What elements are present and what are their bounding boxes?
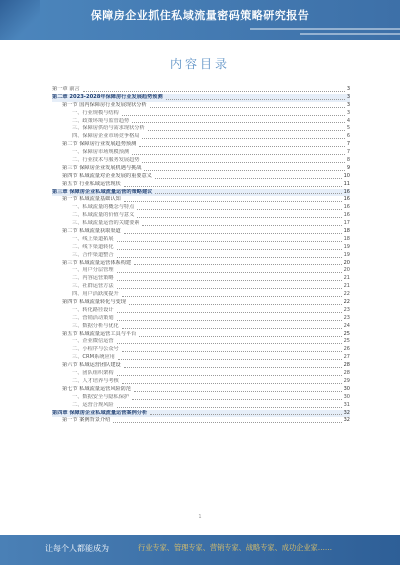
toc-leader-dots	[137, 217, 341, 218]
toc-leader-dots	[150, 414, 341, 415]
toc-leader-dots	[83, 91, 345, 92]
toc-entry-label: 三、社群运营方法	[72, 283, 114, 290]
toc-entry[interactable]	[52, 410, 350, 418]
toc-entry[interactable]	[52, 125, 350, 133]
toc-entry-label: 第六节 私域运营团队建设	[62, 362, 121, 369]
toc-entry-page: 23	[343, 306, 350, 313]
toc-entry[interactable]	[52, 94, 350, 102]
toc-entry-label: 第四节 私域流量对企业发展的重要意义	[62, 172, 152, 179]
toc-leader-dots	[117, 320, 342, 321]
toc-entry-label: 三、私域流量运营的关键要素	[72, 220, 140, 227]
toc-entry-label: 第二节 保障房行业发展趋势预测	[62, 141, 137, 148]
toc-leader-dots	[117, 288, 342, 289]
toc-entry[interactable]	[52, 299, 350, 307]
toc-leader-dots	[132, 399, 342, 400]
toc-entry-page: 6	[346, 133, 350, 140]
toc-entry[interactable]	[52, 236, 350, 244]
toc-entry-page: 7	[346, 141, 350, 148]
toc-entry-label: 第二节 私域流量获取渠道	[62, 228, 121, 235]
toc-entry[interactable]	[52, 181, 350, 189]
toc-entry-page: 20	[343, 267, 350, 274]
page-number: 1	[198, 514, 202, 520]
toc-leader-dots	[117, 343, 342, 344]
toc-leader-dots	[132, 122, 345, 123]
toc-leader-dots	[134, 391, 342, 392]
toc-leader-dots	[117, 407, 342, 408]
toc-leader-dots	[148, 130, 345, 131]
toc-entry-page: 3	[346, 85, 350, 92]
toc-leader-dots	[124, 201, 342, 202]
toc-entry-page: 25	[343, 330, 350, 337]
toc-entry[interactable]	[52, 118, 350, 126]
toc-entry-page: 16	[343, 212, 350, 219]
toc-leader-dots	[137, 209, 341, 210]
toc-entry[interactable]	[52, 275, 350, 283]
footer-roles: 行业专家、管理专家、营销专家、战略专家、成功企业家……	[138, 543, 333, 552]
toc-entry-label: 二、小程序与公众号	[72, 346, 119, 353]
toc-entry-label: 四、用户活跃度提升	[72, 291, 119, 298]
toc-entry-page: 18	[343, 235, 350, 242]
toc-entry[interactable]	[52, 228, 350, 236]
toc-entry-label: 一、私域流量的概念与特点	[72, 204, 135, 211]
toc-entry-label: 二、政策环境与监管趋势	[72, 117, 130, 124]
toc-entry-page: 22	[343, 299, 350, 306]
toc-entry[interactable]	[52, 354, 350, 362]
toc-entry[interactable]	[52, 307, 350, 315]
toc-entry[interactable]	[52, 283, 350, 291]
toc-heading: 内容目录	[169, 57, 230, 71]
toc-entry-label: 第三章 保障房企业私域流量运营的策略建议	[52, 188, 153, 195]
toc-entry-label: 第一节 案例背景介绍	[62, 417, 111, 424]
toc-entry[interactable]	[52, 149, 350, 157]
toc-leader-dots	[117, 375, 342, 376]
toc-leader-dots	[139, 146, 345, 147]
toc-entry-label: 第一章 前言	[52, 85, 80, 92]
toc-entry[interactable]	[52, 157, 350, 165]
toc-entry-label: 二、人才培养与考核	[72, 377, 119, 384]
toc-leader-dots	[142, 225, 341, 226]
toc-entry-page: 11	[343, 180, 350, 187]
toc-entry[interactable]	[52, 362, 350, 370]
toc-entry[interactable]	[52, 267, 350, 275]
toc-entry-label: 第三节 保障房企业发展机遇与挑战	[62, 164, 142, 171]
toc-entry[interactable]	[52, 196, 350, 204]
toc-leader-dots	[122, 383, 342, 384]
toc-entry-page: 29	[343, 377, 350, 384]
toc-entry-label: 三、CRM系统应用	[72, 354, 115, 361]
toc-entry-page: 4	[346, 117, 350, 124]
toc-entry[interactable]	[52, 244, 350, 252]
toc-entry-label: 二、线下渠道转化	[72, 243, 114, 250]
toc-entry-page: 30	[343, 385, 350, 392]
toc-entry-page: 18	[343, 228, 350, 235]
toc-leader-dots	[142, 138, 344, 139]
toc-entry-label: 第四节 私域流量转化与变现	[62, 299, 126, 306]
toc-entry[interactable]	[52, 141, 350, 149]
toc-entry[interactable]	[52, 339, 350, 347]
header-stripe	[250, 28, 400, 30]
toc-entry[interactable]	[52, 102, 350, 110]
toc-entry-page: 21	[343, 283, 350, 290]
toc-entry-page: 16	[343, 188, 350, 195]
toc-leader-dots	[117, 312, 342, 313]
footer-slogan: 让每个人都能成为	[45, 544, 109, 553]
toc-entry[interactable]	[52, 173, 350, 181]
toc-entry-page: 10	[343, 172, 350, 179]
toc-entry-page: 19	[343, 243, 350, 250]
toc-entry-label: 二、私域流量的价值与意义	[72, 212, 135, 219]
toc-entry-label: 第五节 行业私域运营现状	[62, 180, 121, 187]
toc-leader-dots	[122, 296, 342, 297]
toc-entry-page: 27	[343, 354, 350, 361]
toc-entry[interactable]	[52, 133, 350, 141]
toc-entry[interactable]	[52, 394, 350, 402]
toc-leader-dots	[117, 280, 342, 281]
report-footer	[0, 535, 400, 565]
toc-entry[interactable]	[52, 346, 350, 354]
toc-entry-label: 一、企业微信运营	[72, 338, 114, 345]
toc-entry-label: 第一节 国内保障房行业发展现状分析	[62, 101, 147, 108]
toc-leader-dots	[155, 193, 341, 194]
toc-leader-dots	[118, 359, 342, 360]
toc-leader-dots	[122, 115, 345, 116]
toc-entry-label: 第七节 私域流量运营风险防范	[62, 385, 132, 392]
toc-entry-page: 28	[343, 362, 350, 369]
toc-entry-page: 5	[346, 125, 350, 132]
toc-leader-dots	[150, 107, 345, 108]
report-title: 保障房企业抓住私域流量密码策略研究报告	[90, 9, 310, 22]
toc-leader-dots	[142, 162, 344, 163]
toc-entry-page: 19	[343, 251, 350, 258]
toc-leader-dots	[134, 264, 342, 265]
toc-entry-page: 26	[343, 346, 350, 353]
toc-entry-page: 3	[346, 93, 350, 100]
table-of-contents	[52, 86, 350, 425]
toc-entry[interactable]	[52, 323, 350, 331]
toc-entry-label: 四、保障房企业市场竞争格局	[72, 133, 140, 140]
toc-entry-page: 8	[346, 157, 350, 163]
toc-entry-label: 三、数据分析与优化	[72, 322, 119, 329]
toc-entry-page: 9	[346, 164, 350, 171]
toc-entry-page: 32	[343, 417, 350, 424]
toc-leader-dots	[132, 154, 345, 155]
toc-leader-dots	[113, 422, 341, 423]
toc-entry[interactable]	[52, 220, 350, 228]
toc-entry-label: 一、线上渠道拓展	[72, 235, 114, 242]
toc-leader-dots	[124, 186, 342, 187]
toc-leader-dots	[139, 336, 341, 337]
toc-entry-label: 第三节 私域流量运营体系构建	[62, 259, 132, 266]
toc-entry-page: 16	[343, 204, 350, 211]
toc-entry-label: 一、用户分层管理	[72, 267, 114, 274]
toc-entry-page: 3	[346, 109, 350, 116]
toc-entry-label: 第四章 保障房企业私域流量运营案例分析	[52, 409, 148, 416]
toc-entry[interactable]	[52, 402, 350, 410]
toc-entry[interactable]	[52, 260, 350, 268]
toc-entry[interactable]	[52, 204, 350, 212]
toc-entry-label: 一、团队组织架构	[72, 370, 114, 377]
toc-entry-page: 7	[346, 149, 350, 156]
toc-entry[interactable]	[52, 386, 350, 394]
toc-entry[interactable]	[52, 212, 350, 220]
toc-entry-page: 20	[343, 259, 350, 266]
toc-entry[interactable]	[52, 378, 350, 386]
toc-entry-page: 31	[343, 401, 350, 408]
toc-entry-page: 24	[343, 322, 350, 329]
toc-entry[interactable]	[52, 189, 350, 197]
toc-entry-page: 30	[343, 393, 350, 400]
toc-leader-dots	[117, 257, 342, 258]
toc-entry[interactable]	[52, 370, 350, 378]
toc-entry-page: 28	[343, 370, 350, 377]
toc-entry-label: 二、营销活动策划	[72, 314, 114, 321]
toc-leader-dots	[155, 178, 342, 179]
toc-leader-dots	[117, 249, 342, 250]
toc-entry-label: 第二章 2023-2028年保障房行业发展趋势预测	[52, 93, 163, 100]
toc-entry[interactable]	[52, 417, 350, 425]
toc-entry-label: 二、内容运营策略	[72, 275, 114, 282]
toc-leader-dots	[117, 272, 342, 273]
toc-entry[interactable]	[52, 291, 350, 299]
toc-entry-label: 二、行业技术与服务发展趋势	[72, 157, 140, 163]
toc-entry-page: 22	[343, 291, 350, 298]
toc-entry-label: 第五节 私域流量运营工具与平台	[62, 330, 137, 337]
toc-entry[interactable]	[52, 86, 350, 94]
toc-entry[interactable]	[52, 315, 350, 323]
toc-entry-label: 一、行业规模与结构	[72, 109, 119, 116]
toc-leader-dots	[124, 233, 342, 234]
toc-entry[interactable]	[52, 110, 350, 118]
toc-entry-label: 一、数据安全与隐私保护	[72, 393, 130, 400]
report-header	[0, 0, 400, 40]
toc-leader-dots	[122, 328, 342, 329]
toc-entry-label: 第一节 私域流量基础认知	[62, 196, 121, 203]
toc-leader-dots	[144, 170, 344, 171]
toc-entry-page: 32	[343, 409, 350, 416]
toc-entry-label: 一、转化路径设计	[72, 306, 114, 313]
toc-entry-page: 16	[343, 196, 350, 203]
toc-entry-page: 23	[343, 314, 350, 321]
toc-entry-label: 二、运营合规风险	[72, 401, 114, 408]
toc-entry-page: 17	[343, 220, 350, 227]
toc-entry[interactable]	[52, 165, 350, 173]
toc-leader-dots	[129, 304, 342, 305]
toc-entry-label: 一、保障房市场规模预测	[72, 149, 130, 156]
toc-entry-page: 3	[346, 101, 350, 108]
toc-leader-dots	[124, 367, 342, 368]
toc-leader-dots	[122, 351, 342, 352]
toc-entry-page: 25	[343, 338, 350, 345]
toc-leader-dots	[166, 99, 345, 100]
toc-leader-dots	[117, 241, 342, 242]
toc-entry-label: 三、保障房供给与需求现状分析	[72, 125, 145, 132]
toc-entry[interactable]	[52, 252, 350, 260]
toc-entry-page: 21	[343, 275, 350, 282]
header-stripe	[300, 33, 400, 35]
toc-entry-label: 三、合作渠道整合	[72, 251, 114, 258]
toc-entry[interactable]	[52, 331, 350, 339]
